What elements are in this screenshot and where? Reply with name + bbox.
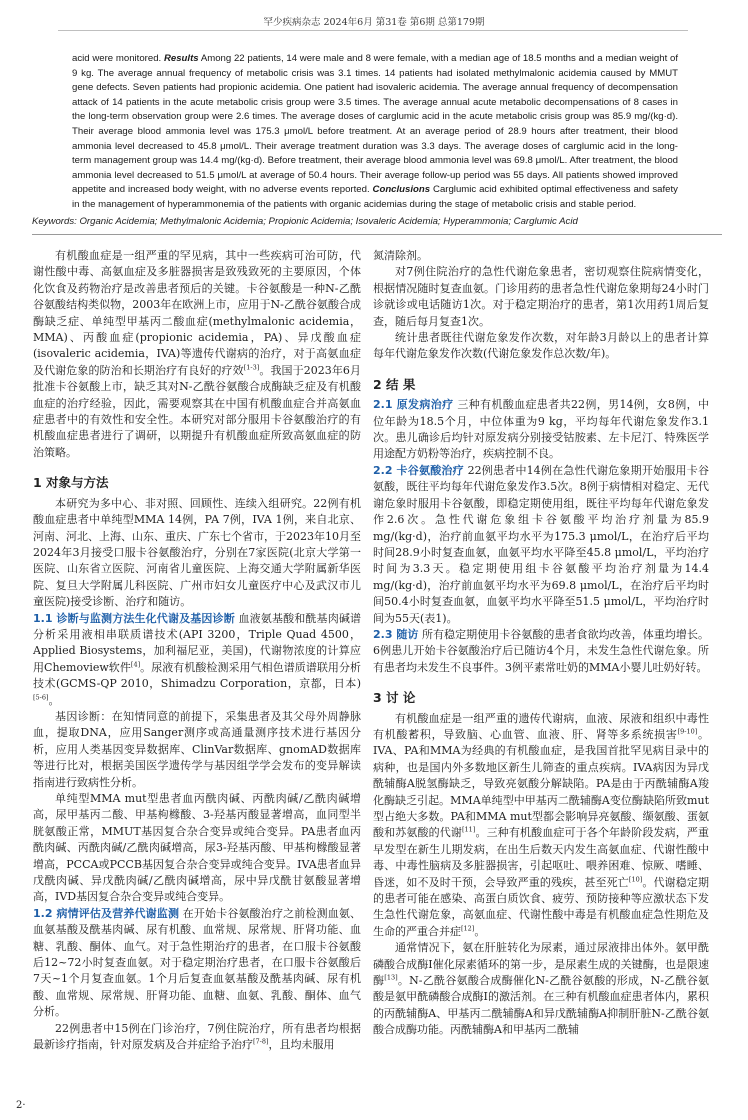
header-rule [58,30,688,31]
discussion-paragraph-2: 通常情况下，氨在肝脏转化为尿素，通过尿液排出体外。氨甲酰磷酸合成酶I催化尿素循环的第一步，是尿素生成的关键酶，也是限速酶[13]。N-乙酰谷氨酸合成酶催化N-乙酰谷氨酸的形成，N-乙酰谷氨酸是氨甲酰磷酸合成酶I的激活剂。在三种有机酸血症患者体内，累积的丙酰辅酶A、甲基丙二酰辅酶A和异戊酰辅酶A抑制肝脏N-乙酰谷氨酸合成酶功能。丙酰辅酶A和甲基丙二酰辅 [373,941,710,1037]
section-heading-discussion: 3 讨 论 [373,690,416,706]
section-heading-results: 2 结 果 [373,376,416,392]
journal-header: 罕少疾病杂志 2024年6月 第31卷 第6期 总第179期 [263,17,485,28]
gene-diagnosis-paragraph: 基因诊断：在知情同意的前提下，采集患者及其父母外周静脉血，提取DNA，应用Sanger测序或高通量测序技术进行基因分析，应用人类基因变异数据库、ClinVar数据库、gnomAD数据库等进行比对，根据美国医学遗传学与基因组学学会发布的变异解读指南进行致病性分析。 [33,709,361,789]
section-heading-methods: 1 对象与方法 [33,475,109,491]
methods-paragraph: 本研究为多中心、非对照、回顾性、连续入组研究。22例有机酸血症患者中单纯型MMA 14例，PA 7例，IVA 1例，来自北京、河南、河北、上海、山东、重庆、广东七个省市，于2023年10月至2024年3月接受口服卡谷氨酸治疗，分别在7家医院(北京大学第一医院、山东省立医院、河南省儿童医院、上海交通大学附属新华医院、复旦大学附属儿科医院、广州市妇女儿童医疗中心及武汉市儿童医院)接受诊断、治疗和随访。 [33,496,361,609]
keywords-rule [32,234,722,235]
citation[interactable]: [13] [384,973,398,982]
citation[interactable]: [4] [130,660,141,669]
intro-paragraph: 有机酸血症是一组严重的罕见病，其中一些疾病可治可防，代谢性酸中毒、高氨血症及多脏器损害是致残致死的主要原因，个体化饮食及药物治疗是改善患者预后的关键。卡谷氨酸是一种N-乙酰谷氨酸结构类似物，2003年在欧洲上市，应用于N-乙酰谷氨酸合成酶缺乏症、单纯型甲基丙二酸血症(methylmalonic acidemia，MMA)、丙酸血症(propionic acidemia，PA)、异戊酸血症(isovaleric acidemia，IVA)等遗传代谢病的治疗，对于高氨血症及代谢危象的防治和长期治疗有良好的疗效[1-3]。我国于2023年6月批准卡谷氨酸上市，缺乏其对N-乙酰谷氨酸合成酶缺乏症及有机酸血症的治疗经验，因此，需要观察其在中国有机酸血症合并高氨血症患者中的有效性和安全性。本研究对部分服用卡谷氨酸治疗的有机酸血症患者进行了调研，以期提升有机酸血症所致高氨血症的防治策略。 [33,249,362,459]
citation[interactable]: [7-8] [253,1037,269,1046]
abstract-text: acid were monitored. [72,53,162,64]
citation[interactable]: [11] [462,825,476,834]
subsection-heading: 2.2 卡谷氨酸治疗 [373,463,464,477]
abstract-results: Among 22 patients, 14 were male and 8 were female, with a median age of 18.5 months and a median weight of 9 kg. The average annual frequency of metabolic crisis was 3.1 times. 14 patients had isolated methylmalonic acidemia caused by MMUT gene defects. Seven patients had propionic acidemia. One patient had isovaleric acidemia. The average annual frequency of decompensation attack of 14 patients in the acute metabolic crisis group were 3.5 times. The average annual acute metabolic decompensations of 8 cases in the long-term observation group were 2.6 times. The average doses of carglumic acid in the acute metabolic crisis group was 85.9 mg/(kg·d). Their average blood ammonia level was 175.3 μmol/L before treatment. At an average period of 28.9 hours after treatment, their blood ammonia level decreased to 45.8 μmol/L. Their average treatment duration was 3.3 days. The average doses of carglumic acid in the long-term management group was 14.4 mg/(kg·d). Before treatment, their average blood ammonia level was 69.8 μmol/L. After treatment, the blood ammonia level decreased to 51.5 μmol/L at average of 50.4 hours. Their average follow-up period was 55 days. All patients showed improved appetite and increased body weight, with no adverse events reported. [72,53,678,196]
inpatient-paragraph: 对7例住院治疗的急性代谢危象患者，密切观察住院病情变化，根据情况随时复查血氨。门诊用药的患者急性代谢危象期每24小时门诊就诊或电话随访1次。对于稳定期治疗的患者，第1次用药1周后复查，随后每月复查1次。 [373,265,709,328]
treatment-paragraph: 22例患者中15例在门诊治疗，7例住院治疗，所有患者均根据最新诊疗指南，针对原发病及合并症给予治疗[7-8]，且均未服用 [33,1021,361,1052]
keywords: Keywords: Organic Acidemia; Methylmalonic Acidemia; Propionic Acidemia; Isovaleric Acidemia; Hyperammonia; Carglumic Acid [32,216,578,227]
left-column [33,248,361,1054]
right-column [373,248,709,1039]
english-abstract [72,52,678,213]
discussion-paragraph-1: 有机酸血症是一组严重的遗传代谢病，血液、尿液和组织中毒性有机酸蓄积，导致脑、心血管、血液、肝、肾等多系统损害[9-10]。IVA、PA和MMA为经典的有机酸血症，是我国首批罕见病目录中的病种，也是国内外多数地区新生儿筛查的重点疾病。IVA病因为异戊酰辅酶A脱氢酶缺乏，导致亮氨酸分解缺陷。PA是由于丙酰辅酶A羧化酶缺乏引起。MMA单纯型中甲基丙二酰辅酶A变位酶缺陷所致mut型占绝大多数。PA和MMA mut型都会影响异亮氨酸、缬氨酸、蛋氨酸和苏氨酸的代谢[11]。三种有机酸血症可于各个年龄阶段发病，严重早发型在新生儿期发病，在出生后数天内发生高氨血症、代谢性酸中毒、中毒性脑病及多脏器损害，引起呕吐、喂养困难、惊厥、嗜睡、昏迷，如不及时干预，会导致严重的残疾，甚至死亡[10]。代谢稳定期的患者可能在感染、高蛋白质饮食、疲劳、预防接种等应激状态下发生急性代谢危象，高氨血症、代谢性酸中毒是有机酸血症急性期危及生命的严重合并症[12]。 [373,711,710,938]
continued-text: 氮清除剂。 [373,249,428,262]
citation[interactable]: [12] [461,924,475,933]
subsection-heading: 1.1 诊断与监测方法生化代谢及基因诊断 [33,611,235,625]
conclusions-label: Conclusions [372,184,431,196]
citation[interactable]: [10] [628,874,643,883]
subsection-heading: 2.3 随访 [373,627,419,641]
subsection-2-1: 2.1 原发病治疗 三种有机酸血症患者共22例，男14例，女8例，中位年龄为18.5个月，中位体重为9 kg，平均每年代谢危象发作3.1次。患儿确诊后均针对原发病分别接受钴胺素、左卡尼汀、特殊医学用途配方奶粉等治疗，疾病控制不良。 [373,398,709,461]
subsection-2-3: 2.3 随访 所有稳定期使用卡谷氨酸的患者食欲均改善，体重均增长。6例患儿开始卡谷氨酸治疗后已随访4个月，未发生急性代谢危象。所有患者均未发生不良事件。3例平素常吐奶的MMA小婴儿吐奶好转。 [373,627,709,674]
citation[interactable]: [9-10] [677,727,698,736]
subsection-heading: 2.1 原发病治疗 [373,398,454,412]
subsection-1-1: 1.1 诊断与监测方法生化代谢及基因诊断 血液氨基酸和酰基肉碱谱分析采用液相串联质谱技术(API 3200，Triple Quad 4500，Applied Biosystems，加利福尼亚，美国)，代谢物浓度的计算应用Chemoview软件[4]。尿液有机酸检测采用气相色谱质谱联用分析技术(GCMS-QP 2010，Shimadzu Corporation，京都，日本)[5-6]。 [33,611,361,707]
results-label: Results [163,53,199,64]
page-number: 2· [16,1100,26,1111]
subsection-2-2: 2.2 卡谷氨酸治疗 22例患者中14例在急性代谢危象期开始服用卡谷氨酸，既往平均每年代谢危象发作3.5次。8例于病情相对稳定、无代谢危象时服用卡谷氨酸，即稳定期使用组，既往平均每年代谢危象发作2.6次。急性代谢危象组卡谷氨酸平均治疗剂量为85.9 mg/(kg·d)，治疗前血氨平均水平为175.3 μmol/L，在治疗后平均时间28.9小时复查血氨，血氨平均水平降至45.8 μmol/L，平均治疗时间为3.3天。稳定期使用组卡谷氨酸平均治疗剂量为14.4 mg/(kg·d)，治疗前血氨平均水平为69.8 μmol/L，在治疗后平均时间50.4小时复查血氨，血氨平均水平降至51.5 μmol/L，平均治疗时间为55天(表1)。 [373,463,709,625]
abstract-conclusions: Carglumic acid exhibited optimal effectiveness and safety in the management of hyperammonemia of the patients with organic acidemias during the stage of metabolic crisis and stable period. [72,184,678,210]
citation[interactable]: [1-3] [243,363,260,372]
statistics-paragraph: 统计患者既往代谢危象发作次数，对年龄3月龄以上的患者计算每年代谢危象发作次数(代谢危象发作总次数/年)。 [373,331,709,361]
citation[interactable]: [5-6] [33,692,49,701]
mma-paragraph: 单纯型MMA mut型患者血丙酰肉碱、丙酰肉碱/乙酰肉碱增高，尿甲基丙二酸、甲基枸橼酸、3-羟基丙酸显著增高，血同型半胱氨酸正常，MMUT基因复合杂合变异或纯合变异。PA患者血丙酰肉碱、丙酰肉碱/乙酰肉碱增高，尿3-羟基丙酸、甲基枸橼酸显著增高，PCCA或PCCB基因复合杂合变异或纯合变异。IVA患者血异戊酰肉碱、异戊酰肉碱/乙酰肉碱增高，尿中异戊酰甘氨酸显著增高，IVD基因复合杂合变异或纯合变异。 [33,792,361,904]
subsection-1-2: 1.2 病情评估及营养代谢监测 在开始卡谷氨酸治疗之前检测血氨、血氨基酸及酰基肉碱、尿有机酸、血常规、尿常规、肝肾功能、血糖、乳酸、酮体、血气。对于急性期治疗的患者，在口服卡谷氨酸后12~72小时复查血氨。对于稳定期治疗患者，在口服卡谷氨酸后7天~1个月复查血氨。1个月后复查血氨基酸及酰基肉碱、尿有机酸、血常规、尿常规、肝肾功能、血糖、血氨、乳酸、酮体、血气分析。 [33,906,361,1019]
subsection-heading: 1.2 病情评估及营养代谢监测 [33,906,180,920]
